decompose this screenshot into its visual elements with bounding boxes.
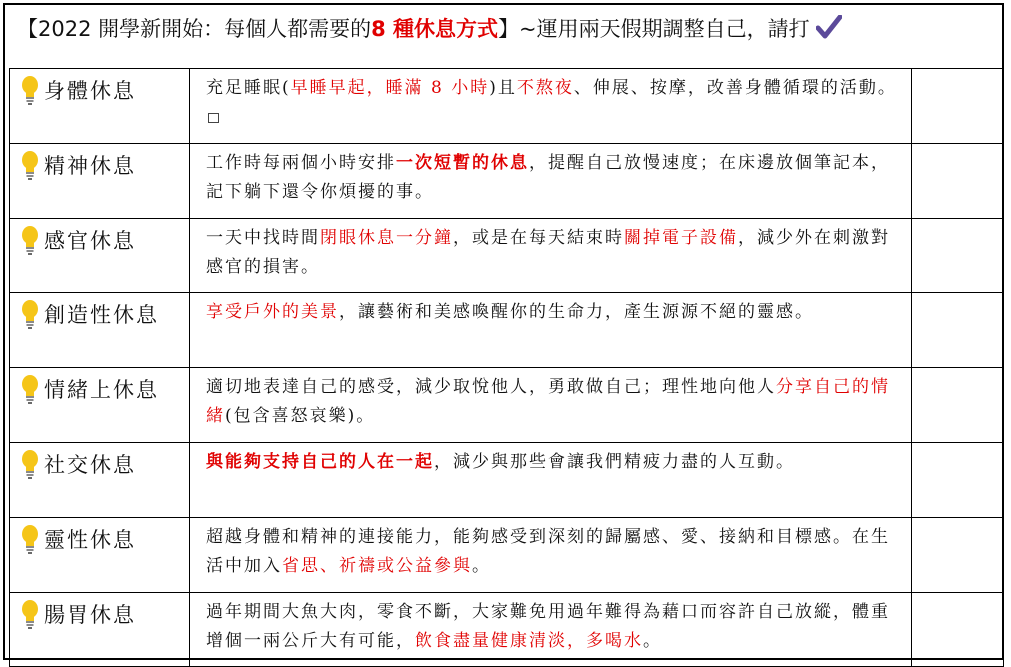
title-prefix: 【2022 開學新開始：每個人都需要的	[17, 17, 372, 41]
description-text: ，減少外在刺激對感官的損害。	[206, 227, 890, 277]
lightbulb-icon	[20, 225, 40, 255]
rest-type-cell	[10, 517, 190, 592]
placeholder-box-icon	[208, 113, 219, 123]
description-text: ，提醒自己放慢速度；在床邊放個筆記本，記下躺下還令你煩擾的事。	[206, 152, 890, 202]
description-cell	[190, 442, 912, 517]
rest-type-cell	[10, 218, 190, 293]
checkmark-icon	[816, 15, 842, 44]
title-highlight: 8 種休息方式	[371, 17, 499, 41]
highlighted-text: 一次短暫的休息	[396, 152, 529, 173]
rest-type-label: 腸胃休息	[44, 602, 136, 627]
rest-type-cell	[10, 293, 190, 368]
rest-type-label: 靈性休息	[44, 527, 136, 552]
rest-type-cell	[10, 592, 190, 667]
highlighted-text: 分享自己的情緒	[206, 377, 890, 427]
lightbulb-icon	[20, 599, 40, 629]
description-cell	[190, 368, 912, 443]
description-cell	[190, 143, 912, 218]
checkbox-cell[interactable]	[912, 69, 1004, 144]
highlighted-text: 享受戶外的美景	[206, 302, 339, 323]
description-text: 充足睡眠(	[206, 78, 291, 98]
checkbox-cell[interactable]	[912, 143, 1004, 218]
lightbulb-icon	[20, 150, 40, 180]
checkbox-cell[interactable]	[912, 368, 1004, 443]
rest-type-label: 身體休息	[44, 79, 136, 103]
lightbulb-icon	[20, 374, 40, 404]
description-text: 過年期間大魚大肉，零食不斷，大家難免用過年難得為藉口而容許自己放縱，體重增個一兩公斤大有可能，	[206, 601, 890, 651]
highlighted-text: 閉眼休息一分鐘	[320, 227, 453, 248]
rest-type-cell	[10, 69, 190, 144]
description-cell	[190, 293, 912, 368]
table-row	[10, 442, 1004, 517]
description-text: )且	[489, 78, 517, 98]
rest-table	[9, 68, 1004, 667]
rest-type-label: 情緒上休息	[44, 378, 159, 403]
rest-type-label: 社交休息	[44, 452, 136, 477]
rest-type-label: 感官休息	[44, 228, 136, 253]
table-row	[10, 293, 1004, 368]
highlighted-text: 早睡早起，睡滿 8 小時	[290, 78, 490, 98]
rest-type-cell	[10, 442, 190, 517]
description-text: 工作時每兩個小時安排	[206, 152, 396, 173]
description-text: (包含喜怒哀樂)。	[225, 406, 376, 427]
description-cell	[190, 517, 912, 592]
rest-type-label: 創造性休息	[44, 303, 159, 328]
description-text: 超越身體和精神的連接能力，能夠感受到深刻的歸屬感、愛、接納和目標感。在生活中加入	[206, 526, 890, 576]
description-text: ，或是在每天結束時	[453, 227, 624, 248]
rest-type-cell	[10, 368, 190, 443]
highlighted-text: 省思、祈禱或公益參與	[282, 555, 472, 576]
checkbox-cell[interactable]	[912, 442, 1004, 517]
description-cell	[190, 592, 912, 667]
rest-type-cell	[10, 143, 190, 218]
table-row	[10, 69, 1004, 144]
highlighted-text: 關掉電子設備	[624, 227, 738, 248]
lightbulb-icon	[20, 75, 40, 105]
lightbulb-icon	[20, 449, 40, 479]
rest-type-label: 精神休息	[44, 153, 136, 178]
table-row	[10, 368, 1004, 443]
checkbox-cell[interactable]	[912, 218, 1004, 293]
description-cell	[190, 218, 912, 293]
lightbulb-icon	[20, 524, 40, 554]
description-text: 一天中找時間	[206, 227, 320, 248]
description-text: 適切地表達自己的感受，減少取悅他人，勇敢做自己；理性地向他人	[206, 377, 776, 398]
lightbulb-icon	[20, 299, 40, 329]
checkbox-cell[interactable]	[912, 592, 1004, 667]
description-text: 、伸展、按摩，改善身體循環的活動。	[573, 78, 897, 98]
description-text: ，讓藝術和美感喚醒你的生命力，產生源源不絕的靈感。	[339, 302, 814, 323]
table-row	[10, 218, 1004, 293]
highlighted-text: 不熬夜	[516, 78, 574, 98]
description-text: ，減少與那些會讓我們精疲力盡的人互動。	[434, 451, 795, 472]
table-row	[10, 592, 1004, 667]
title-suffix: 】~運用兩天假期調整自己，請打	[498, 17, 810, 41]
highlighted-text: 與能夠支持自己的人在一起	[206, 451, 434, 472]
description-text: 。	[472, 555, 491, 576]
checkbox-cell[interactable]	[912, 293, 1004, 368]
page-title	[5, 5, 1002, 65]
table-row	[10, 517, 1004, 592]
description-cell	[190, 69, 912, 144]
checkbox-cell[interactable]	[912, 517, 1004, 592]
table-row	[10, 143, 1004, 218]
description-text: 。	[643, 630, 662, 651]
highlighted-text: 飲食盡量健康清淡，多喝水	[415, 630, 643, 651]
